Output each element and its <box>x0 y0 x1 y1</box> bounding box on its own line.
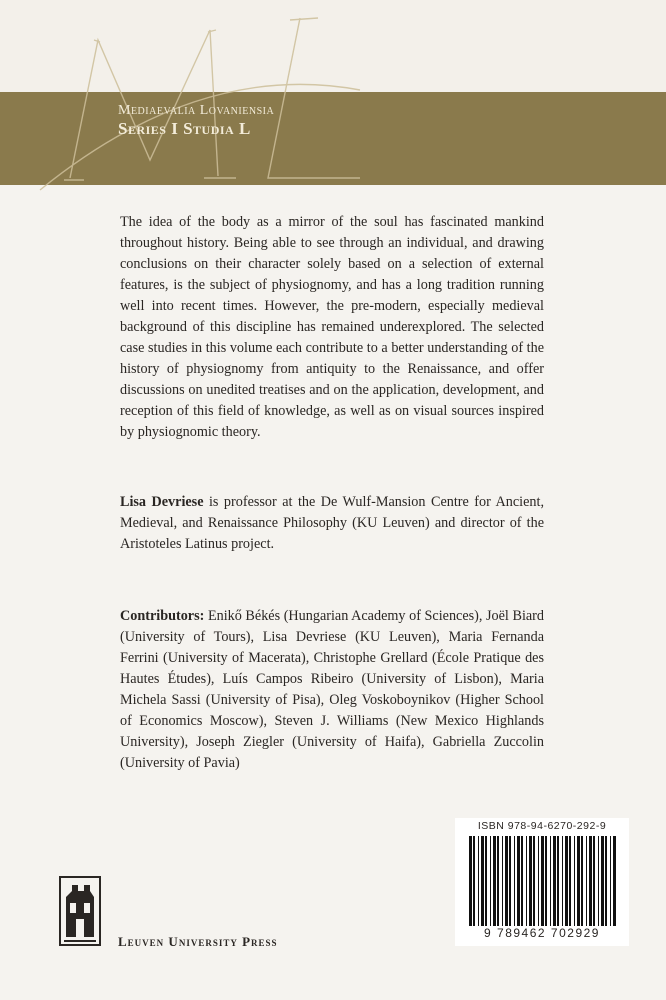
barcode-bar <box>517 836 520 926</box>
blurb-paragraph <box>120 212 544 443</box>
barcode-bar <box>533 836 535 926</box>
barcode-bar <box>613 836 616 926</box>
publisher-logo-icon <box>58 875 102 947</box>
series-band <box>0 92 666 185</box>
barcode-bar <box>521 836 523 926</box>
series-line-1: Mediaevalia Lovaniensia <box>118 103 275 118</box>
barcode-bar <box>577 836 580 926</box>
barcode-bar <box>553 836 556 926</box>
author-bio: is professor at the De Wulf-Mansion Centre for Ancient, Medieval, and Renaissance Philosophy (KU Leuven) and director of the Aristoteles Latinus project. <box>120 494 544 552</box>
top-cream-area <box>0 0 666 92</box>
barcode-bar <box>574 836 575 926</box>
author-name: Lisa Devriese <box>120 494 204 510</box>
barcode-bar <box>493 836 496 926</box>
isbn-label: ISBN 978-94-6270-292-9 <box>477 820 607 832</box>
barcode-bar <box>473 836 475 926</box>
barcode-bar <box>497 836 499 926</box>
barcode-bar <box>610 836 611 926</box>
barcode-bar <box>481 836 484 926</box>
barcode-bar <box>586 836 587 926</box>
barcode-bar <box>509 836 511 926</box>
barcode-bar <box>538 836 539 926</box>
barcode-bar <box>598 836 599 926</box>
barcode-bar <box>550 836 551 926</box>
barcode-bar <box>529 836 532 926</box>
barcode-bar <box>581 836 583 926</box>
barcode-bar <box>502 836 503 926</box>
barcode-bar <box>557 836 559 926</box>
barcode-bar <box>490 836 491 926</box>
barcode-bar <box>485 836 487 926</box>
barcode-bar <box>589 836 592 926</box>
barcode-bar <box>541 836 544 926</box>
barcode-bar <box>469 836 472 926</box>
series-title <box>118 102 274 138</box>
barcode-bar <box>526 836 527 926</box>
publisher-name: Leuven University Press <box>118 934 278 949</box>
barcode-bar <box>514 836 515 926</box>
barcode-bar <box>569 836 571 926</box>
contributors-text: Enikő Békés (Hungarian Academy of Sciences), Joël Biard (University of Tours), Lisa Devriese (KU Leuven), Maria Fernanda Ferrini (University of Macerata), Christophe Grellard (École Pratique des Hautes Études), Luís Campos Ribeiro (University of Lisbon), Maria Michela Sassi (University of Pisa), Oleg Voskoboynikov (Higher School of Economics Moscow), Steven J. Williams (New Mexico Highlands University), Joseph Ziegler (University of Haifa), Gabriella Zuccolin (University of Pavia) <box>120 608 544 771</box>
blurb-text: The idea of the body as a mirror of the soul has fascinated mankind throughout history. Being able to see through an individual, and drawing conclusions on their character solely based on a selection of external features, is the subject of physiognomy, and has a long tradition running well into recent times. However, the pre-modern, especially medieval background of this discipline has remained underexplored. The selected case studies in this volume each contribute to a better understanding of the history of physiognomy from antiquity to the Renaissance, and offer discussions on unedited treatises and on the application, development, and reception of this field of knowledge, as well as on visual sources inspired by physiognomic theory. <box>120 214 544 440</box>
barcode-bar <box>505 836 508 926</box>
contributors-paragraph <box>120 606 544 774</box>
barcode-bar <box>593 836 595 926</box>
barcode-bar <box>478 836 479 926</box>
barcode-bar <box>601 836 604 926</box>
series-line-2: Series I Studia L <box>118 119 251 138</box>
isbn-barcode <box>455 818 629 946</box>
barcode-bar <box>545 836 547 926</box>
barcode-bar <box>565 836 568 926</box>
barcode-bar <box>562 836 563 926</box>
barcode-bar <box>605 836 607 926</box>
contributors-label: Contributors: <box>120 608 205 624</box>
barcode-bars <box>465 836 621 926</box>
author-paragraph <box>120 492 544 555</box>
barcode-digits: 9 789462 702929 <box>484 926 600 940</box>
